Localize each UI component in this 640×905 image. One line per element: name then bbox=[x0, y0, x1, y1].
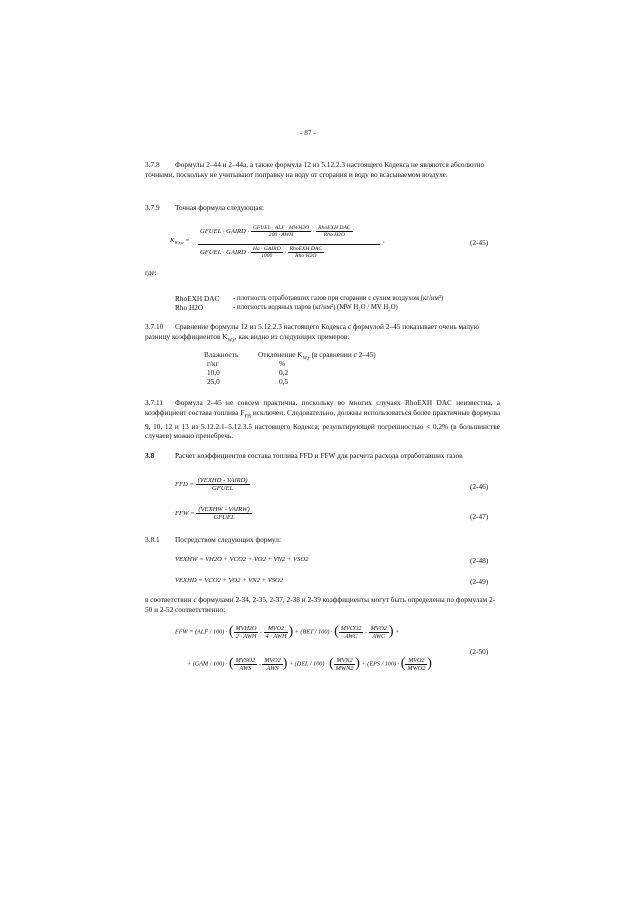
section-number-3711: 3.7.11 bbox=[145, 398, 163, 407]
eq246-num: (VEXHD - VAIRD) bbox=[197, 477, 248, 484]
eq-line1-frac-den: 200 · AWH bbox=[268, 232, 294, 238]
eq250-l1-f1d: 2 · AWH bbox=[235, 632, 257, 640]
eq250-l2-b: + (DEL / 100) · bbox=[288, 660, 328, 668]
eq246-lhs: FFD = bbox=[175, 481, 194, 489]
table-row-1-deviation: 0,2 bbox=[279, 368, 289, 377]
equation-number-2-50: (2-50) bbox=[470, 647, 489, 656]
where-label: где: bbox=[145, 268, 157, 277]
eq-line1-frac2-den: Rho H2O bbox=[323, 232, 346, 238]
section-381-text: Посредством следующих формул: bbox=[175, 535, 281, 544]
eq250-l1-f1n: MVH2O bbox=[235, 624, 257, 632]
eq-line2-frac-den: 1000 bbox=[261, 253, 273, 259]
eq-line2-frac2-num: RhoEXH DAC bbox=[289, 246, 323, 252]
table-col1-unit: г/кг bbox=[207, 359, 219, 368]
eq250-l2-f3n: MVN2 bbox=[334, 657, 356, 665]
definition-desc-2: - плотность водяных паров (кг/нм³) (MW H₂O / MV H₂O) bbox=[233, 304, 398, 311]
table-col2-header-end: (в сравнении с 2–45) bbox=[309, 350, 376, 359]
eq246-den: GFUEL bbox=[211, 485, 234, 492]
section-number-3710: 3.7.10 bbox=[145, 322, 164, 331]
eq-line1-frac2-num: RhoEXH DAC bbox=[318, 225, 351, 231]
page-number: - 87 - bbox=[300, 128, 316, 137]
equation-2-47 bbox=[175, 506, 252, 521]
section-number-379: 3.7.9 bbox=[145, 203, 160, 212]
equation-2-46 bbox=[175, 477, 250, 492]
eq247-lhs: FFW = bbox=[175, 510, 195, 518]
table-row-2-deviation: 0,5 bbox=[279, 377, 289, 386]
eq-main-fraction-bar bbox=[198, 244, 380, 245]
section-38-text: Расчет коэффициентов состава топлива FFD и FFW для расчета расхода отработавших газов bbox=[175, 451, 463, 460]
eq250-l1-f4d: AWC bbox=[372, 632, 386, 640]
eq250-l2-f2d: AWS bbox=[266, 664, 279, 672]
equation-number-2-48: (2-48) bbox=[470, 556, 489, 565]
equation-number-2-47: (2-47) bbox=[470, 512, 489, 521]
eq250-l1-f3n: MVCO2 bbox=[340, 624, 362, 632]
eq250-l1-a: FFW = (ALF / 100) · bbox=[175, 628, 228, 636]
table-col2-unit: % bbox=[279, 359, 286, 368]
equation-number-2-49: (2-49) bbox=[470, 577, 489, 586]
equation-2-49: VEXHD = VCO2 + VO2 + VN2 + VSO2 bbox=[175, 577, 284, 584]
eq247-num: (VEXHW - VAIRW) bbox=[198, 506, 250, 513]
table-col2-header-main: Отклонение K bbox=[258, 350, 303, 359]
eq-line1-frac-num: GFUEL · ALF · MWH2O bbox=[252, 225, 310, 231]
eq250-l1-f3d: AWC bbox=[344, 632, 358, 640]
eq250-l2-f3d: MWN2 bbox=[335, 664, 354, 672]
equation-2-50-line2: + (GAM / 100) · ( $\frac{\text{MVSO2}}{\text{AWS}}$ - $\frac{\text{MVO2}}{\text{AWS}}$ ) + (DEL / 100) · ( $\frac{\text{MVN2}}{\text{MWN2}}$ ) + (EPS / 100) · ( $\frac{\text{MVO2}}{\text{MWO2}}$ ) bbox=[187, 656, 432, 672]
eq250-l1-end: + bbox=[395, 628, 400, 636]
equation-2-45: $K_{W,r,a}$ = GFUEL · GAIRD · $\frac{\text{GFUEL · ALF · MWH2O}}{\text{200 · AWH}}$ · $\frac{\text{RhoEXH DAC}}{\text{Rho H2O}}$ GFUEL · GAIRD · $\frac{\text{Ha · GAIRD}}{1000}$ · $\frac{\text{RhoEXH DAC}}{\text{Rho H2O}}$ , bbox=[170, 225, 385, 259]
eq250-l2-f1d: AWS bbox=[239, 664, 252, 672]
table-row-1-humidity: 10,0 bbox=[207, 368, 220, 377]
section-3710-sub: W,r bbox=[227, 338, 235, 344]
definition-symbol-2: Rho H2O bbox=[175, 303, 204, 312]
eq250-l1-f2n: MVO2 bbox=[264, 625, 289, 633]
section-number-378: 3.7.8 bbox=[145, 160, 160, 169]
section-3710-text-main: Сравнение формулы 12 из 5.12.2.3 настоящего Кодекса с формулой 2–45 показывает очень малую разницу коэффициентов K bbox=[145, 322, 480, 341]
section-3711-text-end: исключен. Следовательно, должны использоваться более практичные формулы 9, 10, 12 и 13 из 5.12.2.1–5.12.3.5 настоящего Кодекса; результирующей погрешностью < 0,2% (в большинстве случаев) можно пренебречь. bbox=[145, 407, 500, 441]
table-row-2-humidity: 25,0 bbox=[207, 377, 220, 386]
eq250-l1-b: + (BET / 100) · bbox=[294, 628, 333, 636]
table-col1-header: Влажность bbox=[204, 350, 239, 359]
eq250-l1-f2d: 4 · AWH bbox=[265, 632, 287, 640]
section-number-381: 3.8.1 bbox=[145, 535, 160, 544]
eq-lhs: K bbox=[170, 237, 175, 244]
conclusion-text: в соответствии с формулами 2-34, 2-35, 2-37, 2-38 и 2-39 коэффициенты могут быть определены по формулам 2-50 и 2-52 соответственно: bbox=[145, 595, 496, 614]
section-378-text: Формулы 2–44 и 2–44а, а также формула 12 из 5.12.2.3 настоящего Кодекса не являются абсолютно точными, поскольку не учитывают поправку на воду от сгорания и воду во всасываемом воздухе. bbox=[145, 160, 485, 179]
eq250-l2-f1n: MVSO2 bbox=[235, 656, 256, 664]
definition-symbol-1: RhoEXH DAC bbox=[175, 294, 220, 303]
eq250-l2-f4n: MVO2 bbox=[405, 657, 427, 665]
equation-2-48: VEXHW = VH2O + VCO2 + VO2 + VN2 + VSO2 bbox=[175, 556, 309, 563]
eq-lhs-sub: W,r,a bbox=[174, 240, 184, 245]
table-col2-header bbox=[258, 350, 376, 364]
eq247-den: GFUEL bbox=[213, 514, 235, 521]
section-number-38: 3.8 bbox=[145, 451, 155, 460]
section-3710-text-end: , как видно из следующих примеров: bbox=[234, 331, 350, 341]
eq250-l1-f4n: MVO2 bbox=[370, 624, 387, 632]
equation-number-2-45: (2-45) bbox=[470, 238, 489, 247]
eq-line2-prefix: GFUEL · GAIRD · bbox=[200, 249, 250, 257]
section-3711-text bbox=[145, 398, 500, 441]
definition-desc-1: - плотность отработавших газов при сгорании с сухим воздухом (кг/нм³) bbox=[233, 295, 444, 302]
equation-number-2-46: (2-46) bbox=[470, 482, 489, 491]
section-3711-sub: FH bbox=[244, 414, 251, 420]
eq-line1-prefix: GFUEL · GAIRD · bbox=[200, 228, 250, 236]
eq250-l2-f2n: MVO2 bbox=[264, 656, 281, 664]
section-3710-text bbox=[145, 322, 500, 346]
section-3711-text-main: Формула 2–45 не совсем практична, поскольку во многих случаях RhoEXH DAC неизвестна, а коэффициент состава топлива F bbox=[145, 398, 500, 417]
table-col2-header-sub: W,r bbox=[302, 356, 310, 362]
eq-line2-frac2-den: Rho H2O bbox=[295, 253, 317, 259]
eq250-l2-f4d: MWO2 bbox=[407, 664, 426, 672]
equation-2-50-line1: FFW = (ALF / 100) · ( $\frac{\text{MVH2O}}{\text{2 · AWH}}$ - $\frac{\text{MVO2}}{\text{4 · AWH}}$ ) + (BET / 100) · ( $\frac{\text{MVCO2}}{\text{AWC}}$ - $\frac{\text{MVO2}}{\text{AWC}}$ ) + bbox=[175, 624, 400, 640]
eq250-l2-c: + (EPS / 100) · bbox=[361, 660, 400, 668]
section-379-text: Точная формула следующая: bbox=[175, 203, 265, 212]
eq250-l2-a: + (GAM / 100) · bbox=[187, 660, 228, 668]
eq-line2-frac-num: Ha · GAIRD bbox=[252, 246, 281, 252]
